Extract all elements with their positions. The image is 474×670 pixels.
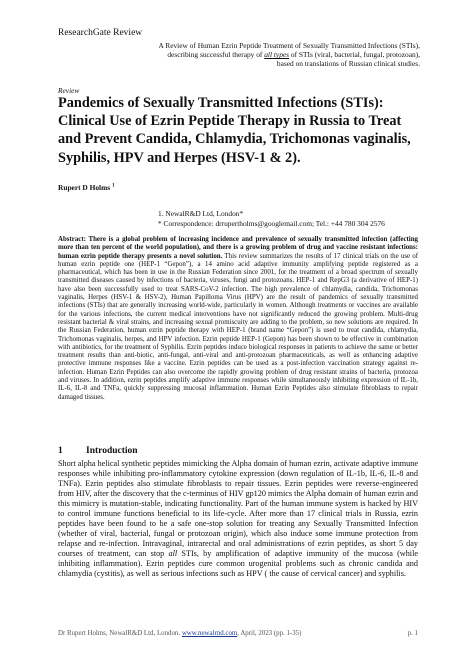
- article-type: Review: [58, 86, 80, 95]
- header-line-2-emphasis: all types: [264, 50, 290, 60]
- affiliation-line: 1. NewalR&D Ltd, London*: [158, 209, 244, 218]
- abstract: [58, 236, 418, 402]
- header-line-1: A Review of Human Ezrin Peptide Treatment of Sexually Transmitted Infections (STIs),: [158, 41, 420, 50]
- abstract-lead: Abstract: There is a global problem of increasing incidence and prevalence of sexually transmitted infection (affecting more than ten percent of the world population), and there is a growing problem of drug and vaccine resistant infections: human ezrin peptide therapy presents a novel solution.: [58, 236, 418, 260]
- introduction-paragraph: [58, 459, 418, 579]
- intro-text: Short alpha helical synthetic peptides mimicking the Alpha domain of human ezrin, activate adaptive immune responses while inhibiting pro-inflammatory cytokine expression (down regulation of IL-1b, IL-6, IL-8 and TNFa). Ezrin peptides also stimulate fibroblasts to repair tissues. Ezrin peptides were reverse-engineered from HIV, after the discovery that the c-terminus of HIV gp120 mimics the Alpha domain of human ezrin and this mimicry is mutation-stable, indicating functionality. Part of the human immune system is hacked by HIV to control immune functions beneficial to its life-cycle. After more than 17 clinical trials in Russia, ezrin peptides have been found to be a safe one-stop solution for treating any Sexually Transmitted Infection (whether of viral, bacterial, fungal or protozoan origin), which also induce some immune protection from relapse and re-infection. Intravaginal, intrarectal and oral administrations of ezrin peptides, as short 5 day courses of treatment, can stop: [58, 459, 418, 558]
- affiliation-block: [158, 209, 385, 229]
- header-line-3: based on translations of Russian clinical studies.: [276, 59, 420, 69]
- intro-text-rest: STIs, by amplification of adaptive immunity of the mucosa (while inhibiting inflammation). Ezrin peptides cure common urogenital problems such as chronic candida and chlamydia (cystitis), as well as serious infections such as HPV ( the cause of cervical cancer) and syphilis.: [58, 549, 418, 578]
- footer-citation-post: , April, 2023 (pp. 1-35): [237, 630, 302, 637]
- footer-citation-pre: Dr Rupert Holms, NewalR&D Ltd, London.: [58, 630, 182, 637]
- author: [58, 183, 115, 192]
- footer-citation: [58, 630, 301, 637]
- header-line-2-post: of STIs (viral, bacterial, fungal, protozoan),: [289, 50, 420, 60]
- header-line-2-pre: describing successful therapy of: [167, 50, 265, 60]
- section-heading: [58, 446, 138, 456]
- author-name: Rupert D Holms: [58, 183, 111, 192]
- section-title: Introduction: [86, 446, 138, 456]
- author-affiliation-mark: 1: [112, 183, 115, 189]
- intro-emphasis: all: [168, 549, 178, 558]
- footer-website-link[interactable]: www.newalrnd.com: [181, 630, 238, 637]
- running-header: [110, 41, 420, 69]
- page-number: p. 1: [407, 630, 418, 637]
- journal-name: ResearchGate Review: [58, 28, 143, 38]
- section-number: 1: [58, 446, 63, 456]
- abstract-body: This review summarizes the results of 17 clinical trials on the use of human ezrin peptide one (HEP-1 “Gepon”), a 14 amino acid adaptive immunity amplifying peptide registered as a pharmaceutical, which has been in use in the Russian Federation since 2001, for the treatment of a broad spectrum of sexually transmitted diseases caused by infections of bacteria, viruses, fungi and protozoans. HEP-1 and RepG3 (a derivative of HEP-1) have also been successfully used to treat SARS-CoV-2 infection. The high prevalence of chlamydia, candida, Trichomonas vaginalis, Herpes (HSV-1 & HSV-2), Human Papilloma Virus (HPV) are the result of pandemics of sexually transmitted infections (STIs) that are generally increasing world-wide, particularly in women. Although treatments or vaccines are available for the various infections, the current medical interventions have not significantly reduced the growing problem. Multi-drug resistant bacterial & viral strains, and increasing sexual promiscuity are adding to the problem, so new solutions are required. In the Russian Federation, human ezrin peptide therapy with HEP-1 (brand name “Gepon”) is used to treat candida, chlamydia, Trichomonas vaginalis, herpes, and HPV infection. Ezrin peptide HEP-1 (Gepon) has been shown to be effective in combination with antibiotics, for the treatment of Syphilis. Ezrin peptides induce biological responses in patients to achieve the same or better treatment results than anti-biotic, anti-fungal, anti-viral and anti-protozoan pharmaceuticals, as well as enhancing adaptive protective immune responses like a vaccine. Ezrin peptides can be used as a post-infection vaccination strategy against re-infection. Human Ezrin Peptides can also overcome the rapidly growing problem of drug resistant strains of bacteria, protozoa and viruses. In addition, ezrin peptides amplify adaptive immune responses while simultaneously inhibiting expression of IL-1b, IL-6, IL-8 and TNFa, quickly suppressing mucosal inflammation. Human Ezrin Peptides also stimulate fibroblasts to repair damaged tissues.: [58, 252, 418, 401]
- correspondence-line: * Correspondence: drrupertholms@googlemail.com; Tel.: +44 780 304 2576: [158, 219, 385, 228]
- header-line-2: [110, 50, 420, 59]
- paper-title: Pandemics of Sexually Transmitted Infections (STIs): Clinical Use of Ezrin Peptide Therapy in Russia to Treat and Prevent Candida, Chlamydia, Trichomonas vaginalis, Syphilis, HPV and Herpes (HSV-1 & 2).: [58, 95, 411, 166]
